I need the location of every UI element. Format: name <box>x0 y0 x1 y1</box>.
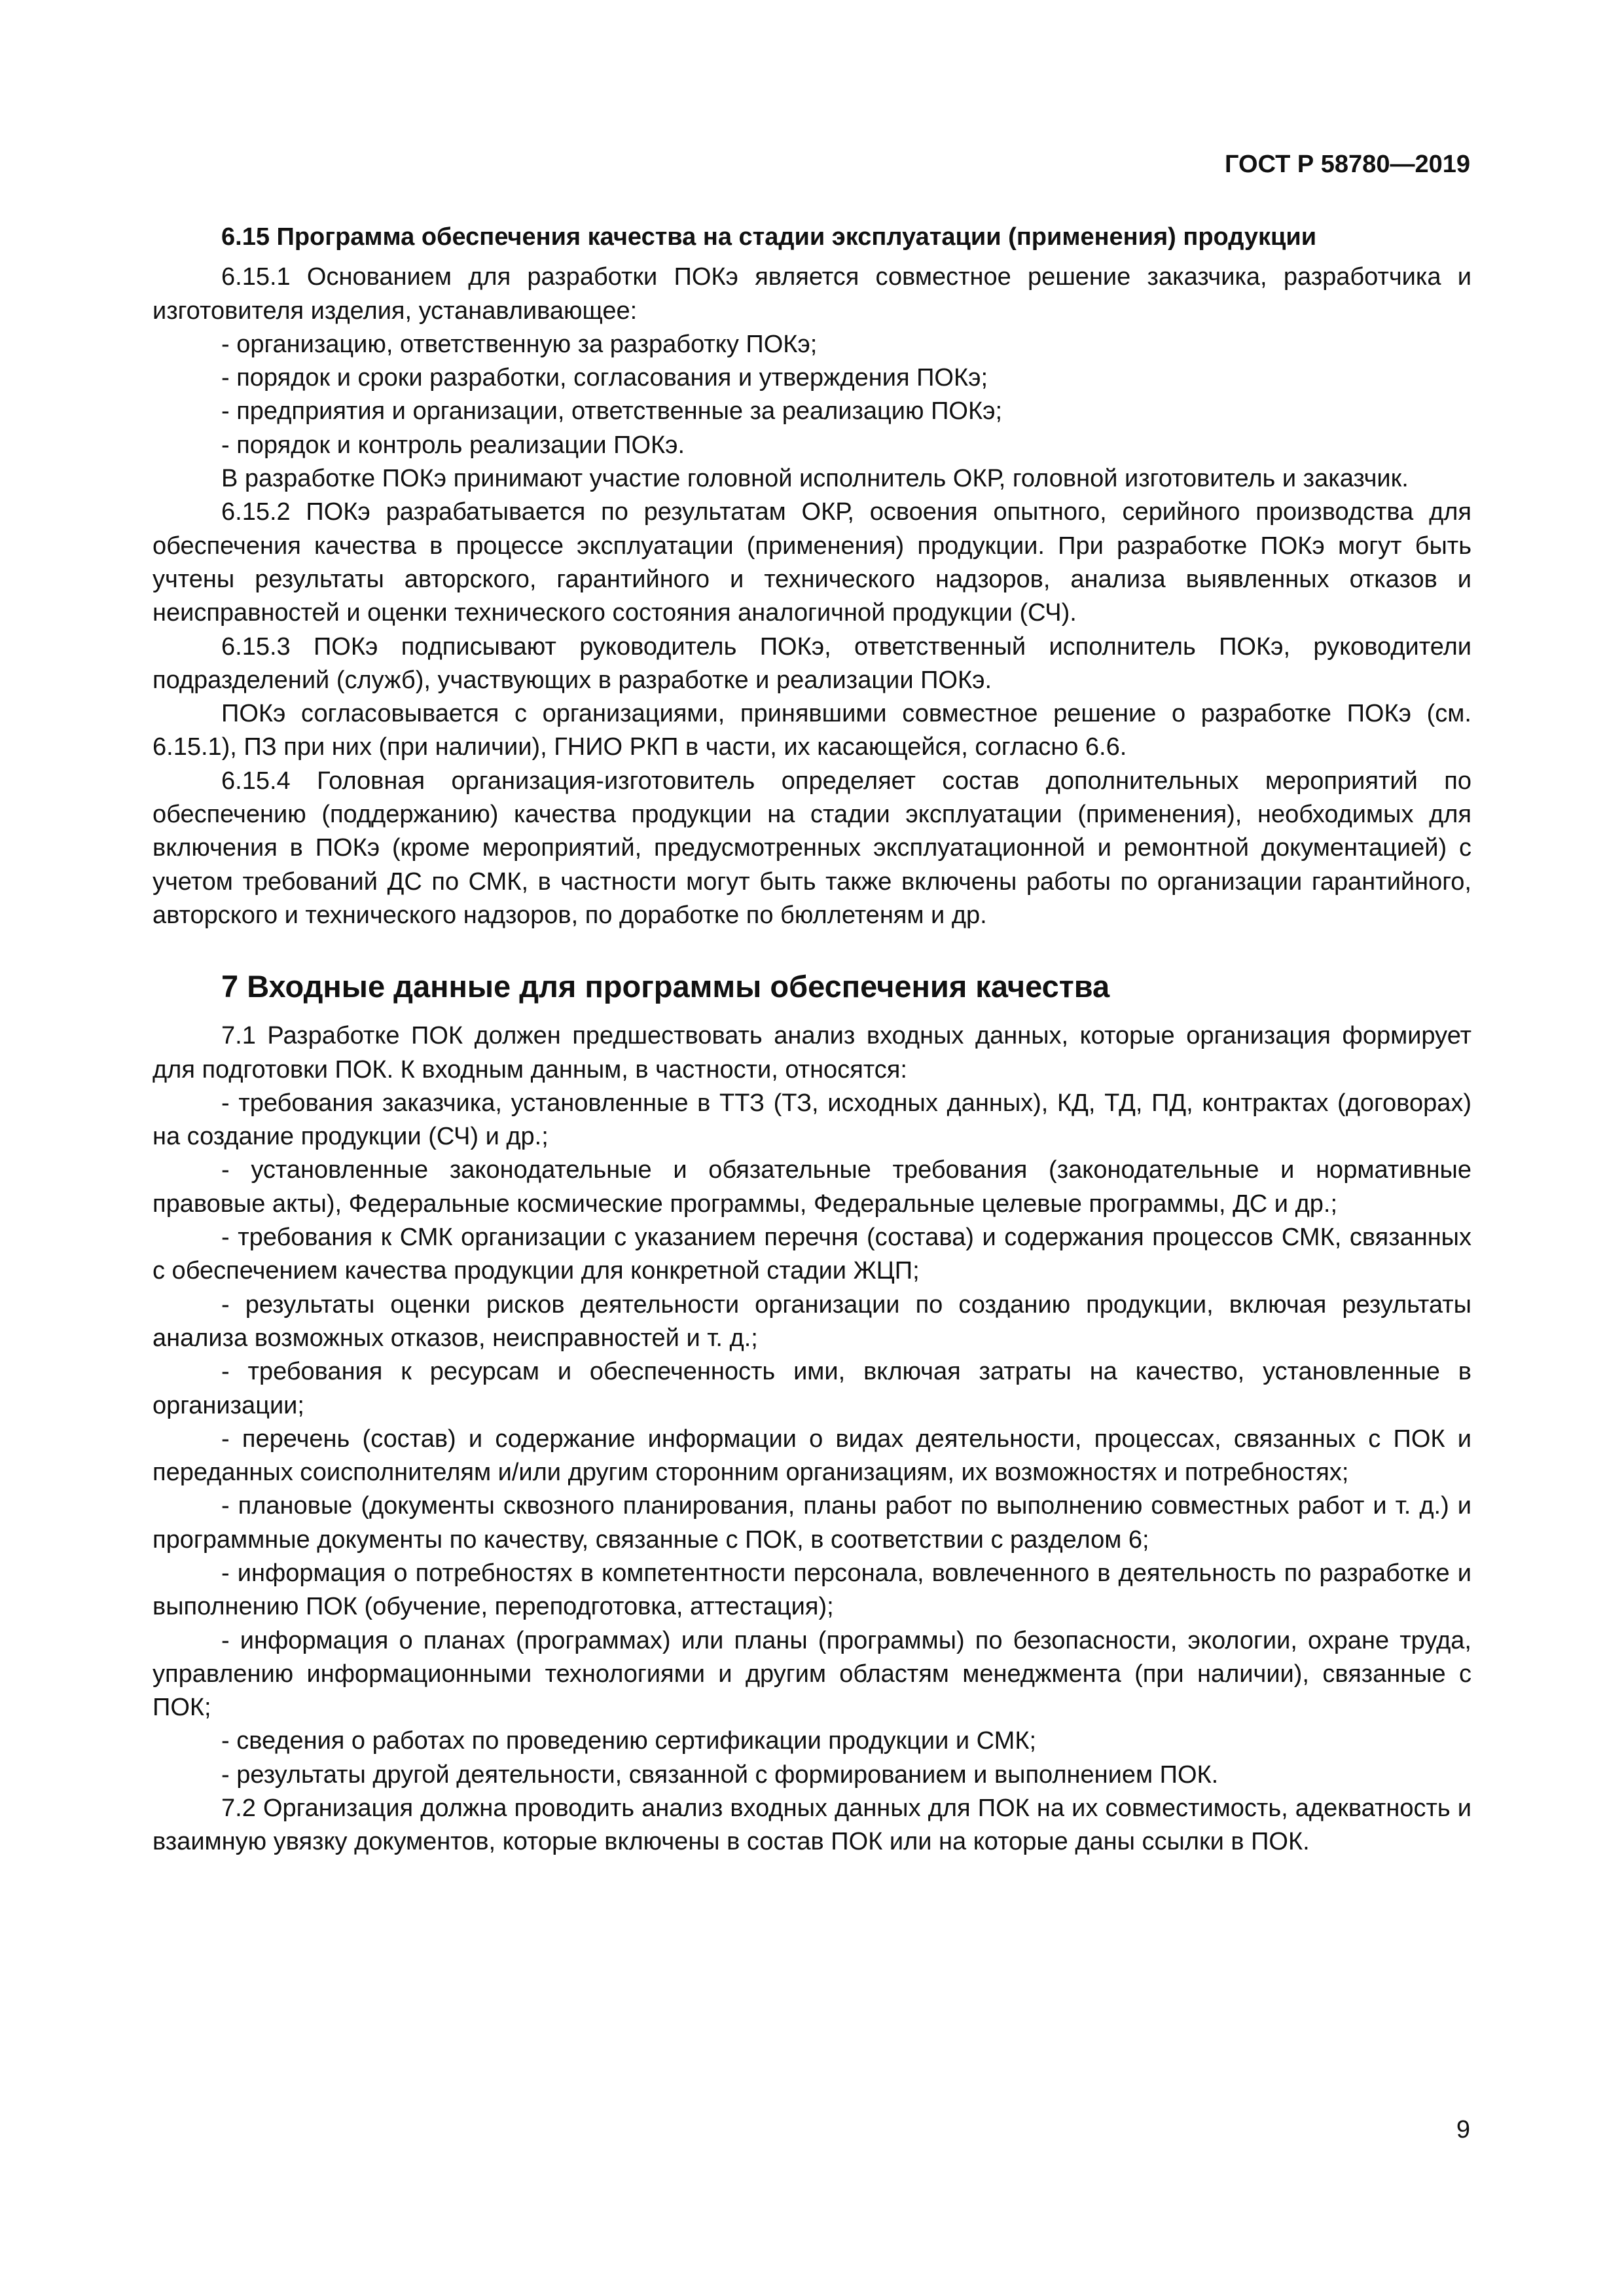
subsection-heading-6-15: 6.15 Программа обеспечения качества на стадии эксплуатации (применения) продукции <box>221 223 1317 251</box>
standard-code: ГОСТ Р 58780—2019 <box>1225 151 1470 178</box>
page-content <box>153 221 1471 1859</box>
paragraph-6-15-1: 6.15.1 Основанием для разработки ПОКэ является совместное решение заказчика, разработчика и изготовителя изделия, устанавливающее: <box>153 263 1471 325</box>
section-heading-7: 7 Входные данные для программы обеспечения качества <box>221 969 1110 1004</box>
list-item: - сведения о работах по проведению сертификации продукции и СМК; <box>221 1727 1037 1755</box>
paragraph: ПОКэ согласовывается с организациями, принявшими совместное решение о разработке ПОКэ (см. 6.15.1), ПЗ при них (при наличии), ГНИО РКП в части, их касающейся, согласно 6.6. <box>153 700 1471 761</box>
list-item: - требования заказчика, установленные в ТТЗ (ТЗ, исходных данных), КД, ТД, ПД, контрактах (договорах) на создание продукции (СЧ) и др.; <box>153 1089 1471 1151</box>
list-item: - установленные законодательные и обязательные требования (законодательные и нормативные правовые акты), Федеральные космические программы, Федеральные целевые программы, ДС и др.; <box>153 1156 1471 1218</box>
list-item: - результаты оценки рисков деятельности организации по созданию продукции, включая результаты анализа возможных отказов, неисправностей и т. д.; <box>153 1290 1471 1352</box>
paragraph-6-15-4: 6.15.4 Головная организация-изготовитель определяет состав дополнительных мероприятий по обеспечению (поддержанию) качества продукции на стадии эксплуатации (применения), необходимых для включения в ПОКэ (кроме мероприятий, предусмотренных эксплуатационной и ремонтной документацией) с учетом требований ДС по СМК, в частности могут быть также включены работы по организации гарантийного, авторского и технического надзоров, по доработке по бюллетеням и др. <box>153 767 1471 929</box>
paragraph-7-2: 7.2 Организация должна проводить анализ входных данных для ПОК на их совместимость, адекватность и взаимную увязку документов, которые включены в состав ПОК или на которые даны ссылки в ПОК. <box>153 1795 1471 1856</box>
list-item: - требования к СМК организации с указанием перечня (состава) и содержания процессов СМК, связанных с обеспечением качества продукции для конкретной стадии ЖЦП; <box>153 1224 1471 1285</box>
list-item: - информация о потребностях в компетентности персонала, вовлеченного в деятельность по разработке и выполнению ПОК (обучение, переподготовка, аттестация); <box>153 1559 1471 1621</box>
list-item: - предприятия и организации, ответственные за реализацию ПОКэ; <box>221 397 1003 426</box>
list-item: - результаты другой деятельности, связанной с формированием и выполнением ПОК. <box>221 1760 1219 1789</box>
page-number: 9 <box>1456 2116 1470 2143</box>
list-item: - информация о планах (программах) или планы (программы) по безопасности, экологии, охране труда, управлению информационными технологиями и другим областям менеджмента (при наличии), связанные с ПОК; <box>153 1626 1471 1722</box>
paragraph: В разработке ПОКэ принимают участие головной исполнитель ОКР, головной изготовитель и заказчик. <box>221 465 1409 493</box>
list-item: - перечень (состав) и содержание информации о видах деятельности, процессах, связанных с ПОК и переданных соисполнителям и/или другим сторонним организациям, их возможностях и потребностях; <box>153 1425 1471 1487</box>
list-item: - требования к ресурсам и обеспеченность ими, включая затраты на качество, установленные в организации; <box>153 1358 1471 1419</box>
list-item: - плановые (документы сквозного планирования, планы работ по выполнению совместных работ и т. д.) и программные документы по качеству, связанные с ПОК, в соответствии с разделом 6; <box>153 1492 1471 1554</box>
paragraph-7-1: 7.1 Разработке ПОК должен предшествовать анализ входных данных, которые организация формирует для подготовки ПОК. К входным данным, в частности, относятся: <box>153 1022 1471 1084</box>
list-item: - порядок и сроки разработки, согласования и утверждения ПОКэ; <box>221 364 988 392</box>
paragraph-6-15-2: 6.15.2 ПОКэ разрабатывается по результатам ОКР, освоения опытного, серийного производства для обеспечения качества в процессе эксплуатации (применения) продукции. При разработке ПОКэ могут быть учтены результаты авторского, гарантийного и технического надзоров, анализа выявленных отказов и неисправностей и оценки технического состояния аналогичной продукции (СЧ). <box>153 498 1471 627</box>
list-item: - организацию, ответственную за разработку ПОКэ; <box>221 330 818 358</box>
list-item: - порядок и контроль реализации ПОКэ. <box>221 431 685 459</box>
paragraph-6-15-3: 6.15.3 ПОКэ подписывают руководитель ПОКэ, ответственный исполнитель ПОКэ, руководители подразделений (служб), участвующих в разработке и реализации ПОКэ. <box>153 632 1471 694</box>
